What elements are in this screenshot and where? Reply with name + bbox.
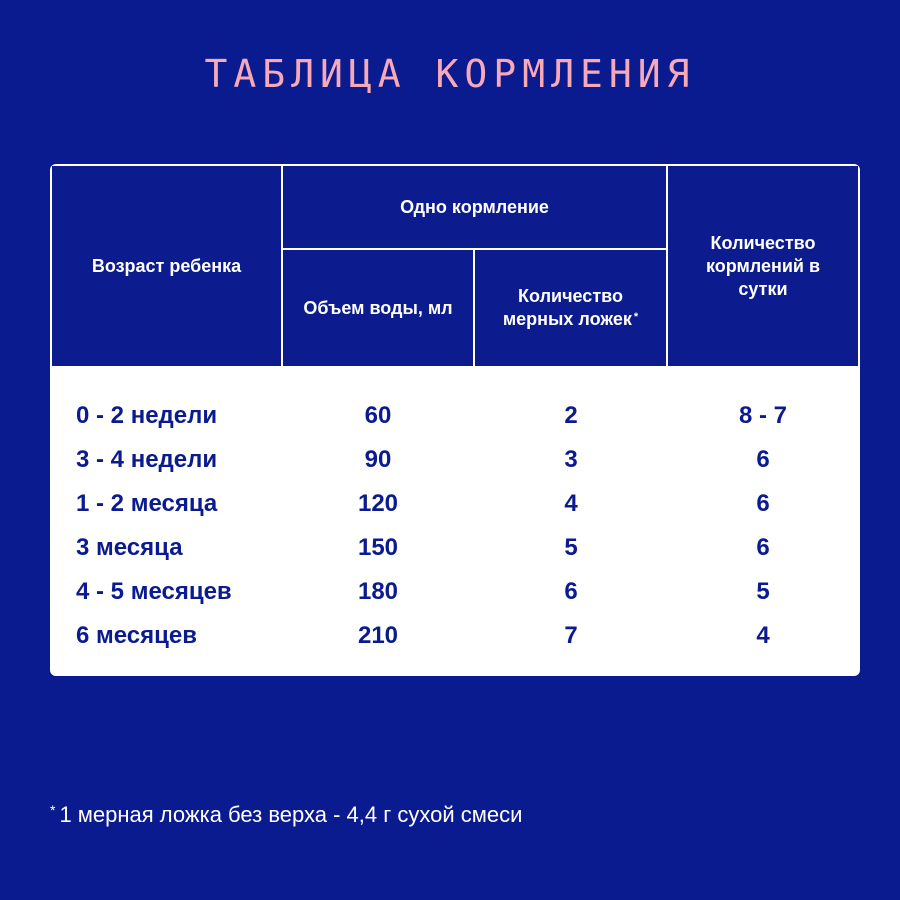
cell-age: 1 - 2 месяца — [76, 490, 218, 517]
cell-water: 210 — [357, 622, 399, 649]
header-scoops-text — [496, 285, 646, 331]
cell-water: 90 — [364, 446, 392, 473]
cell-scoops: 4 — [564, 490, 578, 517]
cell-age: 0 - 2 недели — [76, 402, 218, 429]
page-title: ТАБЛИЦА КОРМЛЕНИЯ — [204, 52, 696, 96]
cell-scoops: 7 — [564, 622, 578, 649]
header-one-feeding-label: Одно кормление — [400, 196, 549, 217]
cell-age: 6 месяцев — [76, 622, 198, 649]
cell-water: 150 — [357, 534, 399, 561]
cell-water: 60 — [364, 402, 392, 429]
cell-scoops: 6 — [564, 578, 578, 605]
cell-scoops: 3 — [564, 446, 578, 473]
cell-age: 4 - 5 месяцев — [76, 578, 232, 605]
table-row — [50, 570, 860, 614]
cell-age: 3 - 4 недели — [76, 446, 218, 473]
header-age — [52, 166, 281, 366]
header-scoops — [475, 250, 666, 366]
footnote-text: 1 мерная ложка без верха - 4,4 г сухой смеси — [59, 802, 523, 827]
header-scoops-label: Количество мерных ложек — [502, 286, 632, 329]
header-one-feeding — [283, 166, 666, 248]
table-row — [50, 614, 860, 658]
header-scoops-mark: * — [633, 311, 639, 323]
cell-feedings: 8 - 7 — [738, 402, 788, 429]
cell-feedings: 6 — [756, 446, 770, 473]
cell-water: 180 — [357, 578, 399, 605]
header-water-volume — [283, 250, 473, 366]
table-row — [50, 438, 860, 482]
header-age-label: Возраст ребенка — [91, 255, 242, 276]
feeding-table — [50, 164, 860, 676]
footnote-mark: * — [50, 802, 56, 818]
table-body — [50, 368, 860, 676]
cell-age: 3 месяца — [76, 534, 183, 561]
table-row — [50, 482, 860, 526]
cell-feedings: 6 — [756, 534, 770, 561]
cell-feedings: 4 — [756, 622, 770, 649]
cell-feedings: 6 — [756, 490, 770, 517]
header-feedings-per-day — [668, 166, 858, 366]
cell-scoops: 2 — [564, 402, 578, 429]
table-row — [50, 526, 860, 570]
footnote — [50, 802, 522, 828]
cell-water: 120 — [357, 490, 399, 517]
header-water-volume-label: Объем воды, мл — [303, 297, 453, 318]
header-feedings-per-day-label: Количество кормлений в сутки — [705, 232, 821, 299]
cell-scoops: 5 — [564, 534, 578, 561]
table-header — [50, 164, 860, 368]
cell-feedings: 5 — [756, 578, 770, 605]
table-row — [50, 394, 860, 438]
